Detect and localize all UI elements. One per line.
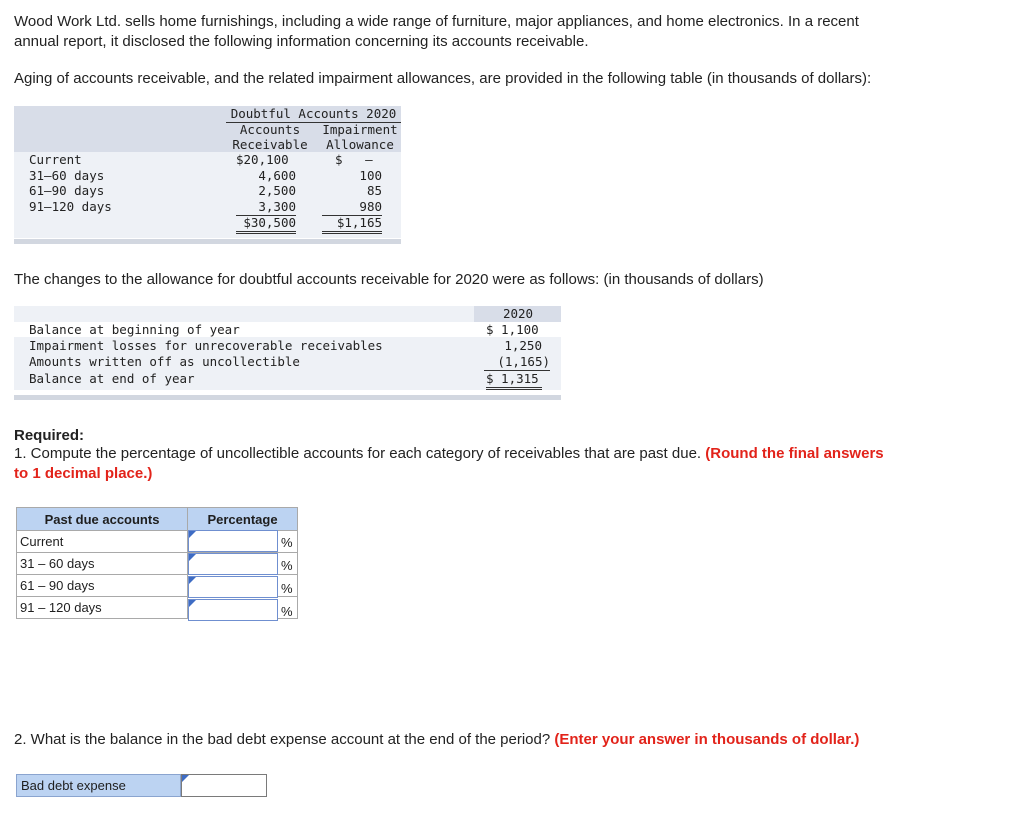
- aging-receivable-value: 3,300: [236, 199, 296, 216]
- percent-unit: %: [281, 604, 293, 619]
- aging-receivable-value: 2,500: [258, 183, 296, 198]
- aging-allowance-value: 100: [359, 168, 382, 183]
- changes-table-bottom-bar: [14, 395, 561, 400]
- question-2: [14, 730, 859, 750]
- input-marker-icon: [189, 531, 196, 538]
- question-2-instruction: (Enter your answer in thousands of dollar.): [554, 731, 860, 748]
- percentage-input-current[interactable]: [188, 530, 278, 552]
- aging-allowance-value: 980: [322, 199, 382, 216]
- intro-line-1: Wood Work Ltd. sells home furnishings, including a wide range of furniture, major appliances, and home electronics. In a recent: [14, 13, 859, 30]
- question-1-instruction-cont: to 1 decimal place.): [14, 465, 153, 482]
- aging-receivable-total: $30,500: [236, 215, 296, 234]
- aging-table: [14, 106, 401, 238]
- required-heading: Required:: [14, 427, 85, 444]
- aging-header-title: Doubtful Accounts 2020: [226, 106, 401, 123]
- question-1-text: 1. Compute the percentage of uncollectible accounts for each category of receivables that are past due.: [14, 445, 702, 462]
- col-header-past-due: Past due accounts: [17, 508, 188, 531]
- changes-row-label: Impairment losses for unrecoverable receivables: [29, 338, 383, 353]
- aging-col1-header-2: Receivable: [232, 137, 308, 152]
- input-marker-icon: [189, 577, 196, 584]
- aging-allowance-total: $1,165: [322, 215, 382, 234]
- row-label: 91 – 120 days: [17, 597, 188, 619]
- changes-value: (1,165): [484, 354, 550, 371]
- aging-col2-header-2: Allowance: [326, 137, 394, 152]
- intro-paragraph: [14, 12, 859, 52]
- row-label: Current: [17, 531, 188, 553]
- changes-description: The changes to the allowance for doubtful accounts receivable for 2020 were as follows: (in thousands of dollars): [14, 271, 764, 288]
- aging-row-label: 31–60 days: [29, 168, 105, 183]
- changes-value: $ 1,100: [486, 322, 539, 337]
- changes-row-label: Amounts written off as uncollectible: [29, 354, 300, 369]
- percent-unit: %: [281, 535, 293, 550]
- question-1: [14, 444, 1014, 484]
- aging-row-label: Current: [29, 152, 82, 167]
- question-1-instruction: (Round the final answers: [705, 445, 884, 462]
- aging-col1-header-1: Accounts: [239, 122, 301, 137]
- aging-allowance-value: 85: [366, 183, 382, 198]
- aging-table-bottom-bar: [14, 239, 401, 244]
- intro-line-2: annual report, it disclosed the following information concerning its accounts receivable.: [14, 33, 589, 50]
- percentage-input-61-90[interactable]: [188, 576, 278, 598]
- aging-col2-header-1: Impairment: [322, 122, 398, 137]
- aging-allowance-value: $ —: [335, 152, 373, 167]
- changes-value-total: $ 1,315: [486, 371, 542, 390]
- aging-receivable-value: $20,100: [236, 152, 289, 167]
- aging-row-label: 91–120 days: [29, 199, 112, 214]
- changes-year-header: 2020: [502, 306, 534, 321]
- changes-row-label: Balance at beginning of year: [29, 322, 240, 337]
- percent-unit: %: [281, 558, 293, 573]
- changes-value: 1,250: [504, 338, 542, 353]
- aging-description: Aging of accounts receivable, and the related impairment allowances, are provided in the following table (in thousands of dollars):: [14, 70, 872, 87]
- aging-row-label: 61–90 days: [29, 183, 105, 198]
- percentage-input-91-120[interactable]: [188, 599, 278, 621]
- question-2-text: 2. What is the balance in the bad debt expense account at the end of the period?: [14, 731, 551, 748]
- changes-table: [14, 306, 561, 390]
- input-marker-icon: [189, 554, 196, 561]
- bad-debt-expense-label: Bad debt expense: [16, 774, 181, 797]
- percent-unit: %: [281, 581, 293, 596]
- col-header-percentage: Percentage: [188, 508, 298, 531]
- percentage-input-31-60[interactable]: [188, 553, 278, 575]
- row-label: 61 – 90 days: [17, 575, 188, 597]
- row-label: 31 – 60 days: [17, 553, 188, 575]
- bad-debt-expense-input[interactable]: [181, 774, 267, 797]
- input-marker-icon: [189, 600, 196, 607]
- aging-receivable-value: 4,600: [258, 168, 296, 183]
- changes-row-label: Balance at end of year: [29, 371, 195, 386]
- input-marker-icon: [182, 775, 189, 782]
